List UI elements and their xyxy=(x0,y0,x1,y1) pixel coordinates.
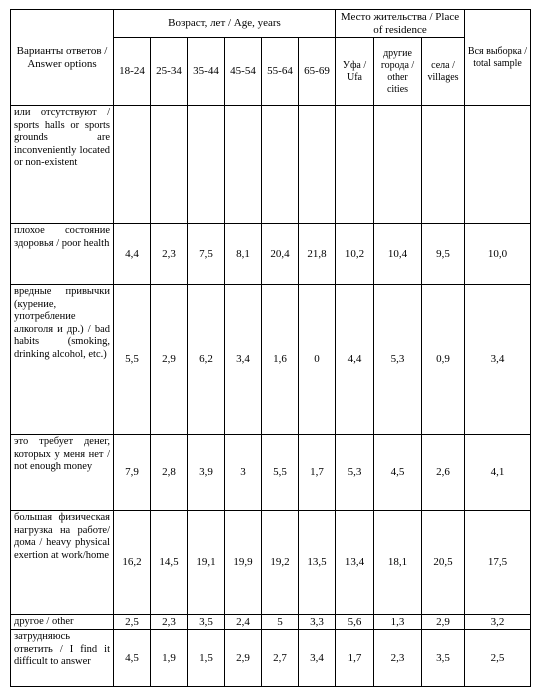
cell-value: 19,2 xyxy=(262,511,299,615)
cell-value xyxy=(262,106,299,224)
cell-value: 3,5 xyxy=(422,630,465,687)
cell-value: 0 xyxy=(299,285,336,435)
cell-value: 4,4 xyxy=(336,285,374,435)
table-row xyxy=(11,511,531,615)
table-row xyxy=(11,106,531,224)
header-age: Возраст, лет / Age, years xyxy=(114,10,336,38)
header-place: другие города / other cities xyxy=(374,38,422,106)
row-label: большая физическая нагрузка на работе/дома / heavy physical exertion at work/home xyxy=(11,511,114,615)
row-label: это требует денег, которых у меня нет / not enough money xyxy=(11,435,114,511)
cell-value: 2,4 xyxy=(225,615,262,630)
cell-value: 18,1 xyxy=(374,511,422,615)
cell-value: 5,5 xyxy=(114,285,151,435)
cell-value: 1,5 xyxy=(188,630,225,687)
row-label: плохое состояние здоровья / poor health xyxy=(11,224,114,285)
header-residence: Место жительства / Place of residence xyxy=(336,10,465,38)
cell-value: 4,5 xyxy=(374,435,422,511)
cell-value: 7,5 xyxy=(188,224,225,285)
cell-value: 21,8 xyxy=(299,224,336,285)
header-age-group: 45-54 xyxy=(225,38,262,106)
cell-value: 1,7 xyxy=(336,630,374,687)
cell-value: 2,3 xyxy=(151,615,188,630)
table-row xyxy=(11,285,531,435)
cell-value: 9,5 xyxy=(422,224,465,285)
cell-value: 5,6 xyxy=(336,615,374,630)
row-label: другое / other xyxy=(11,615,114,630)
cell-value: 8,1 xyxy=(225,224,262,285)
cell-value: 2,8 xyxy=(151,435,188,511)
header-place: села / villages xyxy=(422,38,465,106)
cell-value: 10,0 xyxy=(465,224,531,285)
cell-value: 3,4 xyxy=(225,285,262,435)
cell-value: 4,1 xyxy=(465,435,531,511)
cell-value: 3,3 xyxy=(299,615,336,630)
header-age-group: 18-24 xyxy=(114,38,151,106)
table-row xyxy=(11,224,531,285)
table-row xyxy=(11,435,531,511)
cell-value: 10,2 xyxy=(336,224,374,285)
cell-value: 3,9 xyxy=(188,435,225,511)
cell-value: 10,4 xyxy=(374,224,422,285)
cell-value: 2,5 xyxy=(465,630,531,687)
row-label: вредные привычки (курение, употребление алкоголя и др.) / bad habits (smoking, drinking alcohol, etc.) xyxy=(11,285,114,435)
cell-value: 2,9 xyxy=(151,285,188,435)
cell-value: 16,2 xyxy=(114,511,151,615)
cell-value: 4,4 xyxy=(114,224,151,285)
cell-value: 14,5 xyxy=(151,511,188,615)
cell-value: 13,5 xyxy=(299,511,336,615)
cell-value: 1,7 xyxy=(299,435,336,511)
cell-value: 17,5 xyxy=(465,511,531,615)
header-age-group: 35-44 xyxy=(188,38,225,106)
cell-value: 13,4 xyxy=(336,511,374,615)
cell-value: 3,2 xyxy=(465,615,531,630)
cell-value xyxy=(151,106,188,224)
cell-value: 1,9 xyxy=(151,630,188,687)
row-label: или отсутствуют / sports halls or sports grounds are inconveniently located or non-existent xyxy=(11,106,114,224)
cell-value: 3,5 xyxy=(188,615,225,630)
cell-value: 19,9 xyxy=(225,511,262,615)
cell-value: 5,5 xyxy=(262,435,299,511)
cell-value: 7,9 xyxy=(114,435,151,511)
cell-value: 3,4 xyxy=(465,285,531,435)
cell-value xyxy=(336,106,374,224)
cell-value: 1,3 xyxy=(374,615,422,630)
cell-value: 0,9 xyxy=(422,285,465,435)
header-total: Вся выборка / total sample xyxy=(465,10,531,106)
header-age-group: 25-34 xyxy=(151,38,188,106)
cell-value: 2,9 xyxy=(225,630,262,687)
cell-value: 1,6 xyxy=(262,285,299,435)
cell-value: 5 xyxy=(262,615,299,630)
cell-value: 20,5 xyxy=(422,511,465,615)
cell-value: 5,3 xyxy=(336,435,374,511)
header-place: Уфа / Ufa xyxy=(336,38,374,106)
cell-value xyxy=(299,106,336,224)
cell-value: 2,6 xyxy=(422,435,465,511)
cell-value: 4,5 xyxy=(114,630,151,687)
header-options: Варианты ответов / Answer options xyxy=(11,10,114,106)
survey-table xyxy=(10,9,531,687)
cell-value xyxy=(465,106,531,224)
table-container xyxy=(10,9,531,687)
cell-value xyxy=(225,106,262,224)
cell-value: 20,4 xyxy=(262,224,299,285)
table-row xyxy=(11,615,531,630)
header-age-group: 55-64 xyxy=(262,38,299,106)
cell-value: 2,3 xyxy=(151,224,188,285)
cell-value xyxy=(114,106,151,224)
table-row xyxy=(11,630,531,687)
cell-value: 2,7 xyxy=(262,630,299,687)
cell-value: 5,3 xyxy=(374,285,422,435)
cell-value: 2,3 xyxy=(374,630,422,687)
header-age-group: 65-69 xyxy=(299,38,336,106)
cell-value xyxy=(422,106,465,224)
cell-value xyxy=(188,106,225,224)
cell-value: 19,1 xyxy=(188,511,225,615)
cell-value: 3,4 xyxy=(299,630,336,687)
cell-value xyxy=(374,106,422,224)
cell-value: 6,2 xyxy=(188,285,225,435)
row-label: затрудняюсь ответить / I find it difficult to answer xyxy=(11,630,114,687)
cell-value: 2,9 xyxy=(422,615,465,630)
cell-value: 3 xyxy=(225,435,262,511)
cell-value: 2,5 xyxy=(114,615,151,630)
header-row-top xyxy=(11,10,531,38)
